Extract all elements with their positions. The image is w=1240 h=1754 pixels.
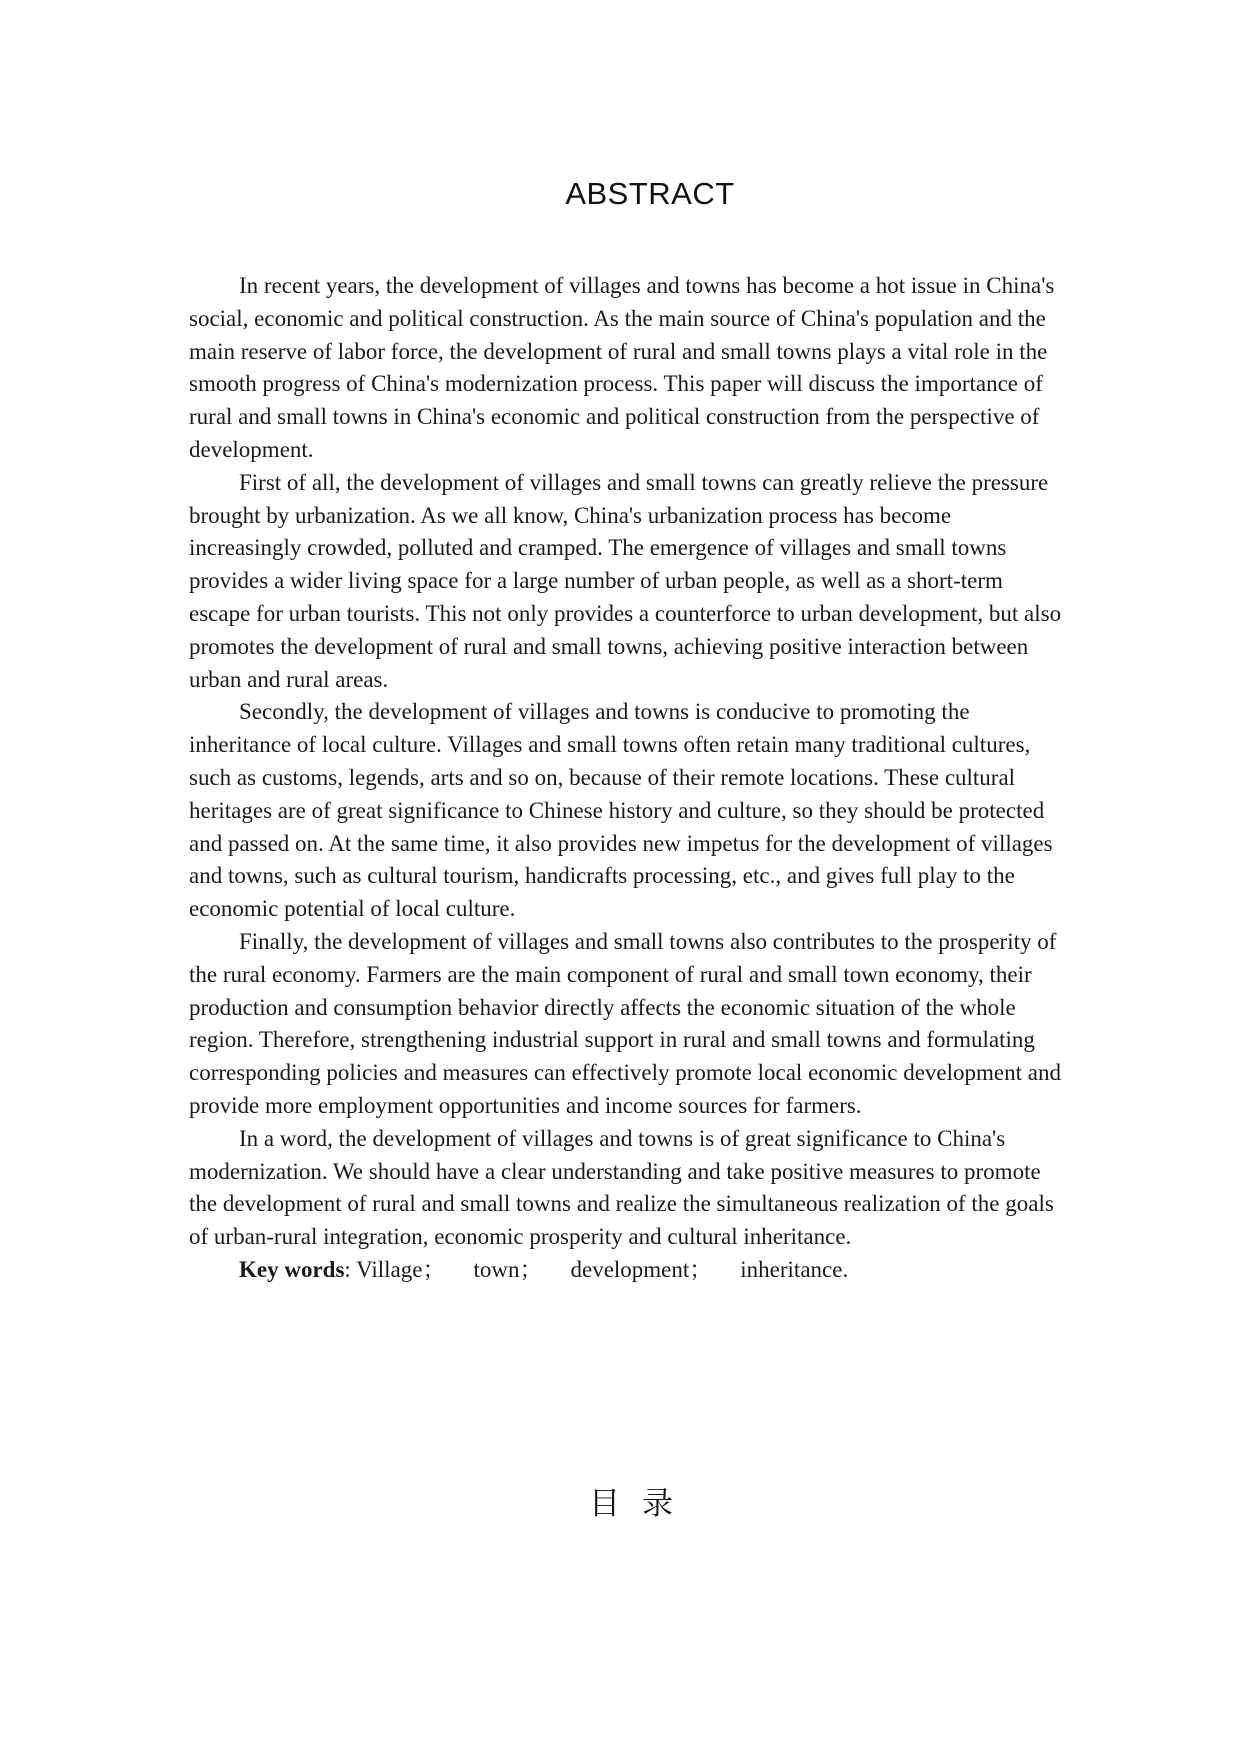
keyword-item: Village； (356, 1256, 446, 1282)
keywords-label: Key words (239, 1256, 345, 1282)
abstract-paragraph-2: First of all, the development of villages and small towns can greatly relieve the pressure brought by urbanization. As we all know, China's urbanization process has become increasingly crowded, polluted and cramped. The emergence of villages and small towns provides a wider living space for a large number of urban people, as well as a short-term escape for urban tourists. This not only provides a counterforce to urban development, but also promotes the development of rural and small towns, achieving positive interaction between urban and rural areas. (189, 469, 1062, 692)
table-of-contents-title: 目录 (589, 1486, 695, 1522)
keyword-item: town； (473, 1256, 543, 1282)
abstract-paragraph-1: In recent years, the development of villages and towns has become a hot issue in China's social, economic and political construction. As the main source of China's population and the main reserve of labor force, the development of rural and small towns plays a vital role in the smooth progress of China's modernization process. This paper will discuss the importance of rural and small towns in China's economic and political construction from the perspective of development. (189, 273, 1055, 462)
keywords-line (189, 1254, 1069, 1287)
keywords-colon: : (344, 1256, 357, 1282)
keyword-item: inheritance. (740, 1256, 849, 1282)
abstract-paragraph-5: In a word, the development of villages and towns is of great significance to China's modernization. We should have a clear understanding and take positive measures to promote the development of rural and small towns and realize the simultaneous realization of the goals of urban-rural integration, economic prosperity and cultural inheritance. (189, 1125, 1054, 1250)
abstract-body (189, 270, 1069, 1287)
abstract-paragraph-4: Finally, the development of villages and small towns also contributes to the prosperity of the rural economy. Farmers are the main component of rural and small town economy, their production and consumption behavior directly affects the economic situation of the whole region. Therefore, strengthening industrial support in rural and small towns and formulating corresponding policies and measures can effectively promote local economic development and provide more employment opportunities and income sources for farmers. (189, 928, 1061, 1118)
abstract-title: ABSTRACT (565, 176, 735, 211)
keyword-item: development； (570, 1256, 713, 1282)
abstract-paragraph-3: Secondly, the development of villages and towns is conducive to promoting the inheritance of local culture. Villages and small towns often retain many traditional cultures, such as customs, legends, arts and so on, because of their remote locations. These cultural heritages are of great significance to Chinese history and culture, so they should be protected and passed on. At the same time, it also provides new impetus for the development of villages and towns, such as cultural tourism, handicrafts processing, etc., and gives full play to the economic potential of local culture. (189, 699, 1053, 922)
